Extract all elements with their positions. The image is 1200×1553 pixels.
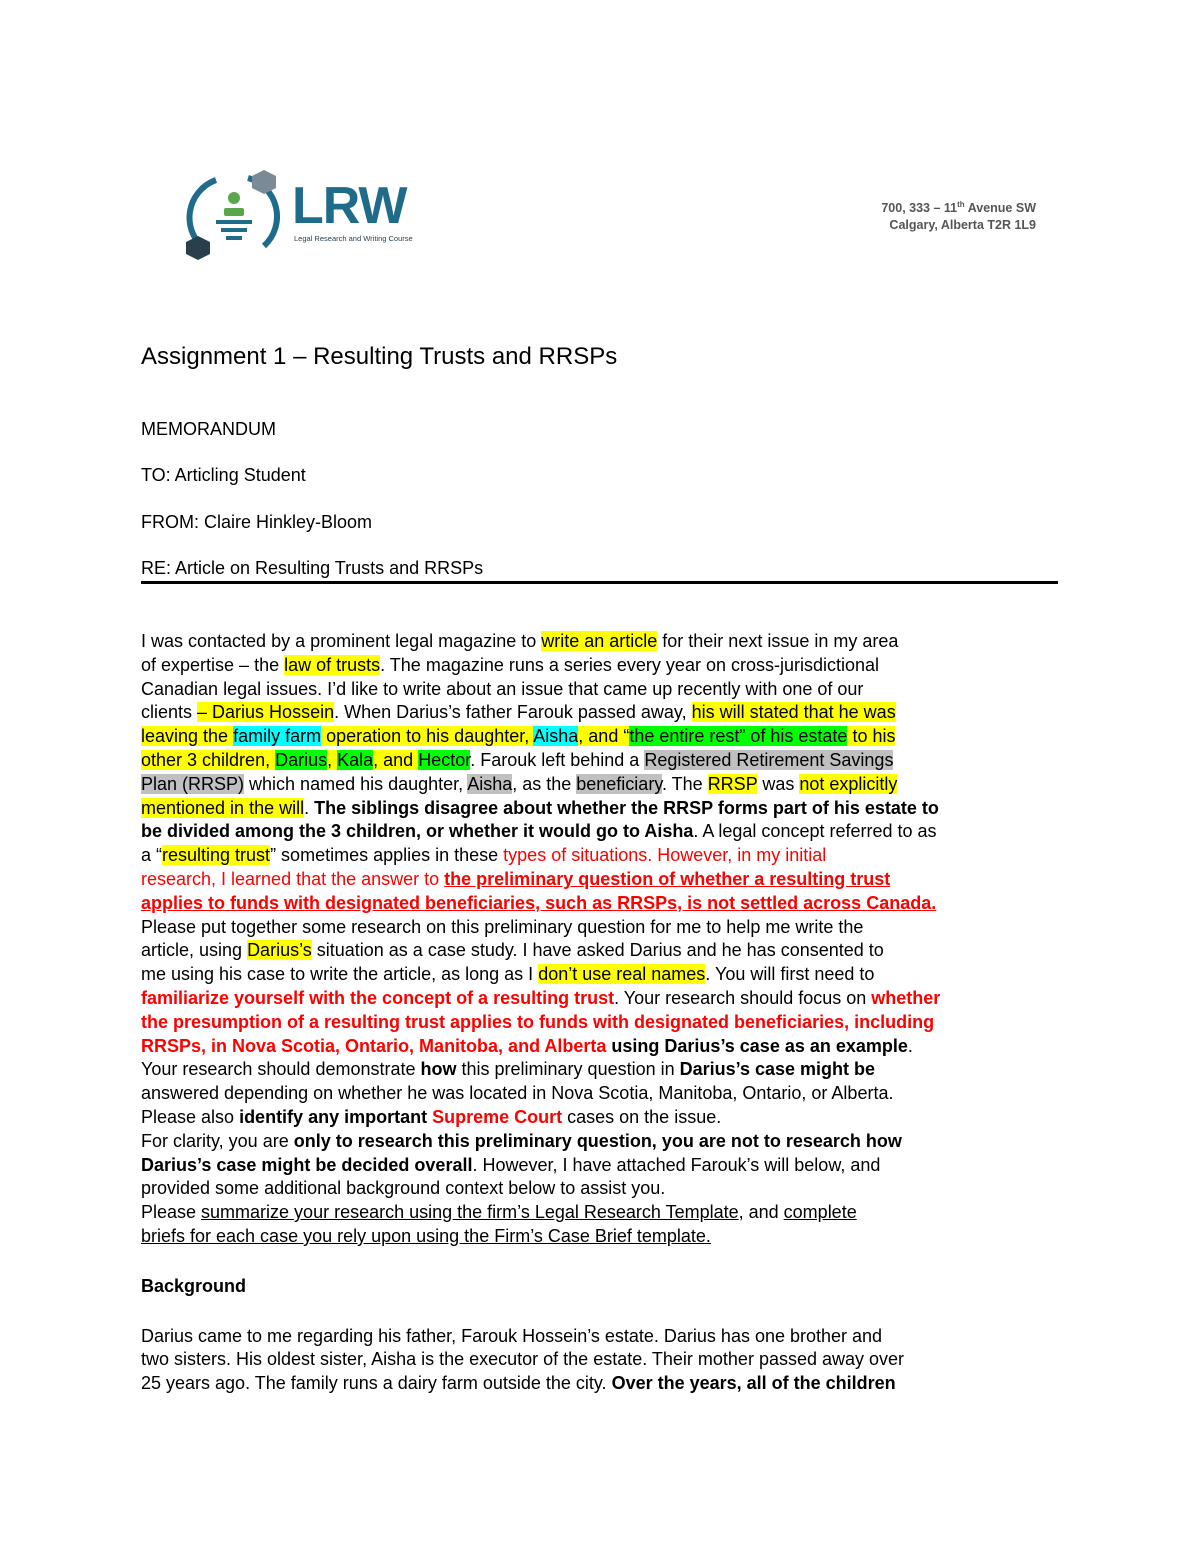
- address-line-2: Calgary, Alberta T2R 1L9: [889, 218, 1036, 233]
- memo-divider: [141, 581, 1058, 584]
- memo-label: MEMORANDUM: [141, 419, 276, 439]
- memo-to: TO: Articling Student: [141, 465, 306, 485]
- background-heading: Background: [141, 1275, 247, 1296]
- address-line-1: 700, 333 – 11th Avenue SW: [881, 200, 1036, 216]
- page-title: Assignment 1 – Resulting Trusts and RRSPs: [141, 343, 618, 370]
- firm-address: [881, 196, 1036, 234]
- background-paragraph: Darius came to me regarding his father, Farouk Hossein’s estate. Darius has one brother and two sisters. His oldest sister, Aisha is the executor of the estate. Their mother passed away over 25 years ago. The family runs a dairy farm outside the city. Over the years, all of the children: [141, 1325, 905, 1394]
- lrw-logo-wordmark: LRW: [292, 177, 407, 235]
- instructions-paragraph: I was contacted by a prominent legal magazine to write an article for their next issue in my area of expertise – the law of trusts. The magazine runs a series every year on cross-jurisdictional Canadian legal issues. I’d like to write about an issue that came up recently with one of our clients – Darius Hossein. When Darius’s father Farouk passed away, his will stated that he was leaving the family farm operation to his daughter, Aisha, and “the entire rest” of his estate to his other 3 children, Darius, Kala, and Hector. Farouk left behind a Registered Retirement Savings Plan (RRSP) which named his daughter, Aisha, as the beneficiary. The RRSP was not explicitly mentioned in the will. The siblings disagree about whether the RRSP forms part of his estate to be divided among the 3 children, or whether it would go to Aisha. A legal concept referred to as a “resulting trust” sometimes applies in these types of situations. However, in my initial research, I learned that the answer to the preliminary question of whether a resulting trust applies to funds with designated beneficiaries, such as RRSPs, is not settled across Canada. Please put together some research on this preliminary question for me to help me write the article, using Darius’s situation as a case study. I have asked Darius and he has consented to me using his case to write the article, as long as I don’t use real names. You will first need to familiarize yourself with the concept of a resulting trust. Your research should focus on whether the presumption of a resulting trust applies to funds with designated beneficiaries, including RRSPs, in Nova Scotia, Ontario, Manitoba, and Alberta using Darius’s case as an example. Your research should demonstrate how this preliminary question in Darius’s case might be answered depending on whether he was located in Nova Scotia, Manitoba, Ontario, or Alberta. Please also identify any important Supreme Court cases on the issue. For clarity, you are only to research this preliminary question, you are not to research how Darius’s case might be decided overall. However, I have attached Farouk’s will below, and provided some additional background context below to assist you. Please summarize your research using the firm’s Legal Research Template, and complete briefs for each case you rely upon using the Firm’s Case Brief template.: [141, 631, 941, 1246]
- memo-body: [141, 630, 1061, 1396]
- lrw-logo-emblem-icon: [186, 168, 286, 263]
- memo-from: FROM: Claire Hinkley-Bloom: [141, 512, 373, 532]
- lrw-logo-subtitle: Legal Research and Writing Course: [294, 234, 413, 243]
- memo-re: RE: Article on Resulting Trusts and RRSPs: [141, 558, 484, 578]
- lrw-logo: [186, 168, 436, 263]
